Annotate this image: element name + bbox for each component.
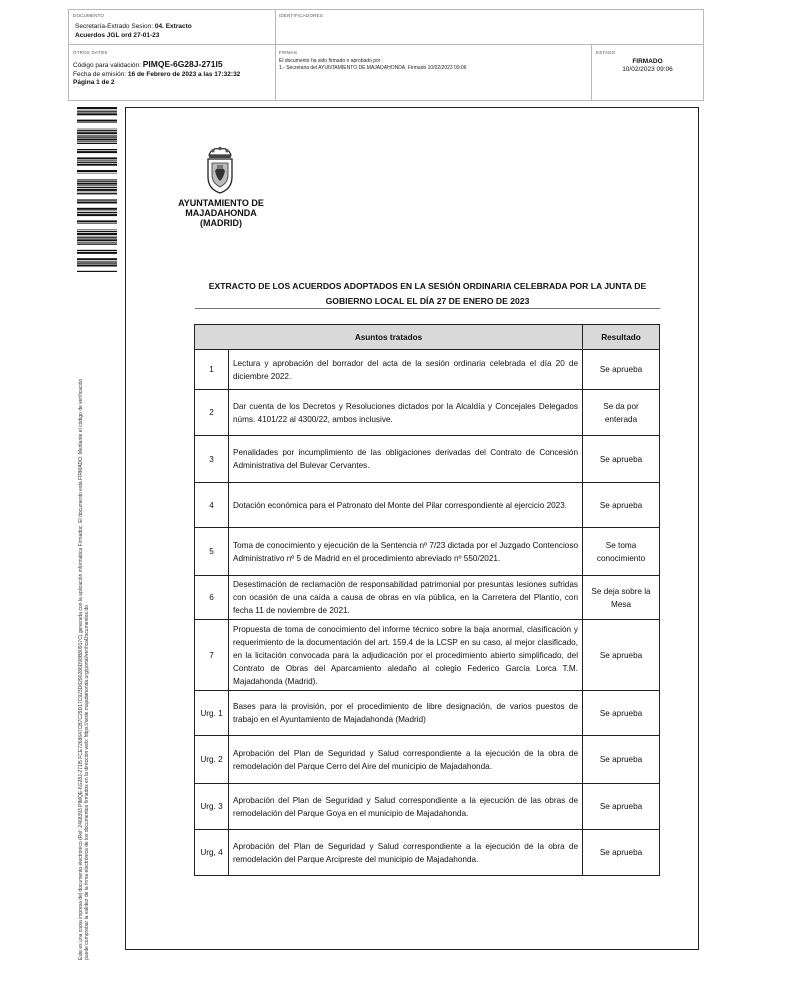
coat-of-arms-logo: [203, 145, 237, 195]
barcode-bar: [77, 135, 117, 136]
barcode-bar: [77, 139, 117, 141]
documento-line2: Acuerdos JGL ord 27-01-23: [75, 32, 160, 39]
row-resultado: Se aprueba: [583, 830, 660, 876]
barcode-bar: [77, 233, 117, 235]
row-asunto: Desestimación de reclamación de responsabilidad patrimonial por presuntas lesiones sufridas con ocasión de una caída a causa de obras en vía pública, en la Carretera del Plantío, con fecha 11 de noviembre de 2021.: [229, 576, 583, 620]
codigo-value: PIMQE-6G28J-271I5: [142, 59, 223, 69]
barcode-bar: [77, 162, 117, 163]
identificadores-label: IDENTIFICADORES: [279, 13, 324, 18]
barcode-bar: [77, 183, 117, 185]
barcode-bar: [77, 242, 117, 243]
organization-name: [165, 198, 277, 228]
header-resultado: Resultado: [583, 325, 660, 350]
barcode-bar: [77, 157, 117, 159]
row-resultado: Se aprueba: [583, 620, 660, 691]
firmas-box: [275, 44, 592, 101]
org-line2: MAJADAHONDA: [185, 208, 257, 218]
barcode-bar: [77, 107, 117, 109]
row-asunto: Bases para la provisión, por el procedimiento de libre designación, de varios puestos de trabajo en el Ayuntamiento de Majadahonda (Madrid): [229, 691, 583, 736]
documento-line1: Secretaría-Extrado Sesion:: [75, 23, 155, 30]
row-number: 7: [195, 620, 229, 691]
barcode-bar: [77, 149, 117, 150]
barcode-bar: [77, 208, 117, 210]
barcode-bar: [77, 193, 117, 194]
row-resultado: Se da por enterada: [583, 390, 660, 436]
row-asunto: Aprobación del Plan de Seguridad y Salud correspondiente a la ejecución de la obra de remodelación del Parque Arcipreste del municipio de Majadahonda.: [229, 830, 583, 876]
codigo-label: Código para validación:: [73, 62, 143, 69]
row-number: 4: [195, 483, 229, 528]
firmas-line1: El documento ha sido firmado o aprobado por :: [279, 58, 384, 64]
table-row: [195, 620, 660, 691]
side-text-line2: puede comprobar la validez de la firma electrónica de los documentos firmados en la dirección web: https://sede.majadahonda.org/portal/verificaDocumentos.do: [84, 605, 90, 960]
barcode-bar: [77, 173, 117, 174]
agenda-table: [194, 324, 660, 876]
table-row: [195, 830, 660, 876]
row-asunto: Propuesta de toma de conocimiento del informe técnico sobre la baja anormal, clasificación y requerimiento de la documentación del art. 159.4 de la LCSP en su caso, al mejor clasificado, en la licitación convocada para la adjudicación por el procedimiento abierto simplificado, del Contrato de Obras del Aparcamiento aledaño al colegio Federico García Lorca T.M. Majadahonda (Madrid).: [229, 620, 583, 691]
barcode-bar: [77, 261, 117, 262]
table-row: [195, 390, 660, 436]
verification-side-text: [78, 270, 90, 960]
barcode-bar: [77, 258, 117, 260]
barcode-bar: [77, 143, 117, 144]
otros-label: OTROS DATOS: [73, 50, 108, 55]
barcode-bar: [77, 265, 117, 267]
barcode-bar: [77, 187, 117, 188]
title-line1: EXTRACTO DE LOS ACUERDOS ADOPTADOS EN LA SESIÓN ORDINARIA CELEBRADA POR LA JUNTA DE: [208, 281, 647, 291]
barcode-bar: [77, 192, 117, 193]
barcode-bar: [77, 164, 117, 166]
agenda-table-body: [195, 350, 660, 876]
otros-datos-box: [68, 44, 276, 101]
barcode-bar: [77, 160, 117, 161]
org-line3: (MADRID): [200, 218, 242, 228]
fecha-value: 16 de Febrero de 2023 a las 17:32:32: [127, 71, 241, 78]
barcode-bar: [77, 170, 117, 172]
row-resultado: Se aprueba: [583, 784, 660, 830]
barcode-bar: [77, 236, 117, 237]
barcode-bar: [77, 220, 117, 222]
side-text-line1: Este es una copia impresa del documento electrónico (Ref: 2468393 PIMQE-6G28J-271I5 FCE7268647CB7C29D17C923D6290286D98B80917C) generada con la aplicación informática Firmadoc. El documento está FIRMADO. Mediante el código de verificación: [78, 378, 84, 960]
barcode-bar: [77, 110, 117, 111]
table-row: [195, 736, 660, 784]
barcode-bar: [77, 120, 117, 122]
barcode-bar: [77, 132, 117, 134]
row-number: Urg. 3: [195, 784, 229, 830]
row-number: Urg, 4: [195, 830, 229, 876]
barcode-bar: [77, 181, 117, 182]
documento-label: DOCUMENTO: [73, 13, 105, 18]
fecha-label: Fecha de emisión:: [73, 71, 128, 78]
barcode: [77, 107, 117, 272]
row-resultado: Se toma conocimiento: [583, 528, 660, 576]
barcode-bar: [77, 230, 117, 231]
barcode-bar: [77, 189, 117, 191]
barcode-bar: [77, 151, 117, 153]
barcode-bar: [77, 214, 117, 216]
table-row: [195, 691, 660, 736]
row-asunto: Toma de conocimiento y ejecución de la Sentencia nº 7/23 dictada por el Juzgado Contencioso Administrativo nº 5 de Madrid en el procedimiento abreviado nº 550/2021.: [229, 528, 583, 576]
table-row: [195, 436, 660, 483]
barcode-bar: [77, 113, 117, 115]
firmas-line2: 1.- Secretaria del AYUNTAMIENTO DE MAJADAHONDA. Firmado 10/02/2023 09:06: [279, 65, 467, 71]
table-header-row: [195, 325, 660, 350]
barcode-bar: [77, 262, 117, 263]
document-title: [195, 279, 660, 309]
row-resultado: Se aprueba: [583, 483, 660, 528]
barcode-bar: [77, 212, 117, 213]
row-number: Urg. 1: [195, 691, 229, 736]
barcode-bar: [77, 231, 117, 232]
row-number: Urg. 2: [195, 736, 229, 784]
row-asunto: Dotación económica para el Patronato del Monte del Pilar correspondiente al ejercicio 2023.: [229, 483, 583, 528]
table-row: [195, 350, 660, 390]
document-info-box: [68, 9, 276, 45]
row-asunto: Penalidades por incumplimiento de las obligaciones derivadas del Contrato de Concesión Administrativa del Bulevar Cervantes.: [229, 436, 583, 483]
row-resultado: Se aprueba: [583, 736, 660, 784]
barcode-bar: [77, 179, 117, 180]
barcode-bar: [77, 252, 117, 254]
barcode-bar: [77, 244, 117, 245]
row-asunto: Aprobación del Plan de Seguridad y Salud correspondiente a la ejecución de las obras de remodelación del Parque Goya en el municipio de Majadahonda.: [229, 784, 583, 830]
codigo-line: [73, 60, 273, 70]
estado-label: ESTADO: [596, 50, 616, 55]
title-line2: GOBIERNO LOCAL EL DÍA 27 DE ENERO DE 2023: [325, 296, 530, 306]
estado-box: [591, 44, 704, 101]
barcode-bar: [77, 141, 117, 142]
org-line1: AYUNTAMIENTO DE: [178, 198, 264, 208]
barcode-bar: [77, 130, 117, 131]
table-row: [195, 784, 660, 830]
row-resultado: Se deja sobre la Mesa: [583, 576, 660, 620]
table-row: [195, 528, 660, 576]
table-row: [195, 483, 660, 528]
barcode-bar: [77, 111, 117, 112]
barcode-bar: [77, 136, 117, 137]
row-resultado: Se aprueba: [583, 691, 660, 736]
firmas-label: FIRMAS: [279, 50, 298, 55]
row-number: 5: [195, 528, 229, 576]
header-asuntos: Asuntos tratados: [195, 325, 583, 350]
barcode-bar: [77, 250, 117, 251]
row-resultado: Se aprueba: [583, 436, 660, 483]
barcode-bar: [77, 239, 117, 241]
row-asunto: Lectura y aprobación del borrador del acta de la sesión ordinaria celebrada el día 20 de diciembre 2022.: [229, 350, 583, 390]
estado-value: FIRMADO: [632, 58, 663, 65]
row-resultado: Se aprueba: [583, 350, 660, 390]
barcode-bar: [77, 237, 117, 238]
barcode-bar: [77, 122, 117, 123]
table-row: [195, 576, 660, 620]
pagina: Página 1 de 2: [73, 79, 115, 86]
barcode-bar: [77, 185, 117, 186]
barcode-bar: [77, 129, 117, 130]
title-divider: [195, 308, 660, 309]
row-number: 2: [195, 390, 229, 436]
estado-date: 10/02/2023 09:06: [622, 66, 673, 73]
row-asunto: Dar cuenta de los Decretos y Resoluciones dictados por la Alcaldía y Concejales Delegados núms. 4101/22 al 4300/22, ambos inclusive.: [229, 390, 583, 436]
barcode-bar: [77, 223, 117, 224]
barcode-bar: [77, 211, 117, 212]
documento-line1-bold: 04. Extracto: [154, 23, 192, 30]
barcode-bar: [77, 199, 117, 200]
documento-value: [75, 22, 271, 40]
identificadores-box: [275, 9, 704, 45]
row-number: 1: [195, 350, 229, 390]
barcode-bar: [77, 202, 117, 204]
row-asunto: Aprobación del Plan de Seguridad y Salud correspondiente a la ejecución de la obra de remodelación del Parque Cerro del Aire del municipio de Majadahonda.: [229, 736, 583, 784]
row-number: 6: [195, 576, 229, 620]
row-number: 3: [195, 436, 229, 483]
